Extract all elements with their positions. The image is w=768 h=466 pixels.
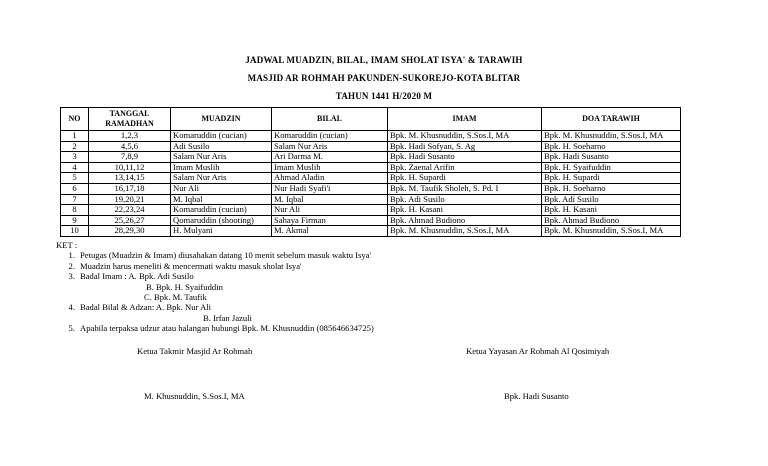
cell-muadzin: Komaruddin (cucian) [171, 131, 272, 142]
header-bilal: BILAL [272, 108, 388, 131]
cell-doa-tarawih: Bpk. H. Syaifuddin [542, 162, 681, 173]
cell-tanggal: 4,5,6 [89, 141, 171, 152]
cell-doa-tarawih: Bpk. H. Supardi [542, 173, 681, 184]
cell-bilal: Imam Muslih [272, 162, 388, 173]
cell-bilal: Ari Darma M. [272, 152, 388, 163]
note-number: 1. [68, 250, 75, 261]
cell-no: 7 [61, 194, 89, 205]
cell-muadzin: Komaruddin (cucian) [171, 205, 272, 216]
table-row [61, 131, 681, 142]
cell-muadzin: H. Mulyani [171, 226, 272, 237]
signature-right-role: Ketua Yayasan Ar Rohmah Al Qosimiyah [466, 346, 610, 356]
cell-imam: Bpk. Hadi Susanto [388, 152, 542, 163]
cell-muadzin: Imam Muslih [171, 162, 272, 173]
cell-muadzin: Qomaruddin (shooting) [171, 215, 272, 226]
cell-tanggal: 28,29,30 [89, 226, 171, 237]
cell-bilal: Ahmad Aladin [272, 173, 388, 184]
cell-doa-tarawih: Bpk. M. Khusnuddin, S.Sos.I, MA [542, 226, 681, 237]
table-row [61, 205, 681, 216]
cell-imam: Bpk. H. Supardi [388, 173, 542, 184]
cell-bilal: Komaruddin (cucian) [272, 131, 388, 142]
table-header-row [61, 108, 681, 131]
cell-imam: Bpk. M. Khusnuddin, S.Sos.I, MA [388, 226, 542, 237]
cell-tanggal: 10,11,12 [89, 162, 171, 173]
table-row [61, 183, 681, 194]
cell-imam: Bpk. M. Taufik Sholeh, S. Pd. I [388, 183, 542, 194]
notes-section [56, 240, 374, 334]
header-doa-tarawih: DOA TARAWIH [542, 108, 681, 131]
note-text: Petugas (Muadzin & Imam) diusahakan datang 10 menit sebelum masuk waktu Isya' [80, 250, 372, 261]
cell-muadzin: Nur Ali [171, 183, 272, 194]
cell-tanggal: 25,26,27 [89, 215, 171, 226]
cell-tanggal: 1,2,3 [89, 131, 171, 142]
schedule-table-body [61, 131, 681, 237]
note-text: Muadzin harus meneliti & mencermati waktu masuk sholat Isya' [80, 260, 302, 271]
signature-right-name: Bpk. Hadi Susanto [504, 391, 569, 401]
cell-imam: Bpk. Hadi Sofyan, S. Ag [388, 141, 542, 152]
document-title-line1: JADWAL MUADZIN, BILAL, IMAM SHOLAT ISYA' & TARAWIH [245, 55, 523, 65]
table-row [61, 194, 681, 205]
cell-imam: Bpk. Ahmad Budiono [388, 215, 542, 226]
cell-imam: Bpk. M. Khusnuddin, S.Sos.I, MA [388, 131, 542, 142]
cell-no: 1 [61, 131, 89, 142]
cell-tanggal: 19,20,21 [89, 194, 171, 205]
schedule-table [60, 107, 681, 237]
header-imam: IMAM [388, 108, 542, 131]
cell-muadzin: Salam Nur Aris [171, 173, 272, 184]
cell-bilal: M. Iqbal [272, 194, 388, 205]
cell-no: 3 [61, 152, 89, 163]
cell-no: 6 [61, 183, 89, 194]
cell-bilal: Sahaya Firman [272, 215, 388, 226]
cell-bilal: Nur Hadi Syafi'i [272, 183, 388, 194]
cell-doa-tarawih: Bpk. Hadi Susanto [542, 152, 681, 163]
note-text: Apabila terpaksa udzur atau halangan hubungi Bpk. M. Khusnuddin (085646634725) [80, 323, 374, 334]
cell-doa-tarawih: Bpk. H. Kasani [542, 205, 681, 216]
cell-muadzin: Salam Nur Aris [171, 152, 272, 163]
note-text: Badal Bilal & Adzan: A. Bpk. Nur Ali [80, 302, 212, 313]
cell-imam: Bpk. Zaenal Arifin [388, 162, 542, 173]
note-number: 3. [68, 271, 75, 282]
note-text: Badal Imam : A. Bpk. Adi Susilo [80, 271, 194, 282]
cell-no: 9 [61, 215, 89, 226]
note-text: C. Bpk. M. Taufik [144, 292, 207, 303]
cell-muadzin: Adi Susilo [171, 141, 272, 152]
note-number: 5. [68, 323, 75, 334]
cell-bilal: Salam Nur Aris [272, 141, 388, 152]
cell-no: 2 [61, 141, 89, 152]
cell-bilal: Nur Ali [272, 205, 388, 216]
cell-doa-tarawih: Bpk. H. Soeharno [542, 183, 681, 194]
note-number: 2. [68, 260, 75, 271]
cell-doa-tarawih: Bpk. Adi Susilo [542, 194, 681, 205]
header-tanggal: TANGGAL RAMADHAN [89, 108, 171, 131]
table-row [61, 152, 681, 163]
cell-tanggal: 13,14,15 [89, 173, 171, 184]
cell-bilal: M. Akmal [272, 226, 388, 237]
cell-imam: Bpk. Adi Susilo [388, 194, 542, 205]
note-text: B. Bpk. H. Syaifuddin [146, 281, 223, 292]
table-row [61, 141, 681, 152]
document-title-line2: MASJID AR ROHMAH PAKUNDEN-SUKOREJO-KOTA BLITAR [247, 73, 521, 83]
cell-doa-tarawih: Bpk. M. Khusnuddin, S.Sos.I, MA [542, 131, 681, 142]
cell-doa-tarawih: Bpk. Ahmad Budiono [542, 215, 681, 226]
note-number: 4. [68, 302, 75, 313]
cell-muadzin: M. Iqbal [171, 194, 272, 205]
table-row [61, 215, 681, 226]
cell-no: 8 [61, 205, 89, 216]
cell-tanggal: 7,8,9 [89, 152, 171, 163]
table-row [61, 162, 681, 173]
cell-no: 10 [61, 226, 89, 237]
cell-imam: Bpk. H. Kasani [388, 205, 542, 216]
signature-left-name: M. Khusnuddin, S.Sos.I, MA [144, 391, 245, 401]
cell-no: 4 [61, 162, 89, 173]
document-title-line3: TAHUN 1441 H/2020 M [335, 91, 433, 101]
note-text: B. Irfan Jazuli [203, 312, 252, 323]
signature-left-role: Ketua Takmir Masjid Ar Rohmah [137, 346, 253, 356]
header-no: NO [61, 108, 89, 131]
cell-tanggal: 22,23,24 [89, 205, 171, 216]
cell-doa-tarawih: Bpk. H. Soeharno [542, 141, 681, 152]
header-muadzin: MUADZIN [171, 108, 272, 131]
table-row [61, 226, 681, 237]
notes-heading: KET : [56, 240, 78, 250]
cell-no: 5 [61, 173, 89, 184]
cell-tanggal: 16,17,18 [89, 183, 171, 194]
table-row [61, 173, 681, 184]
